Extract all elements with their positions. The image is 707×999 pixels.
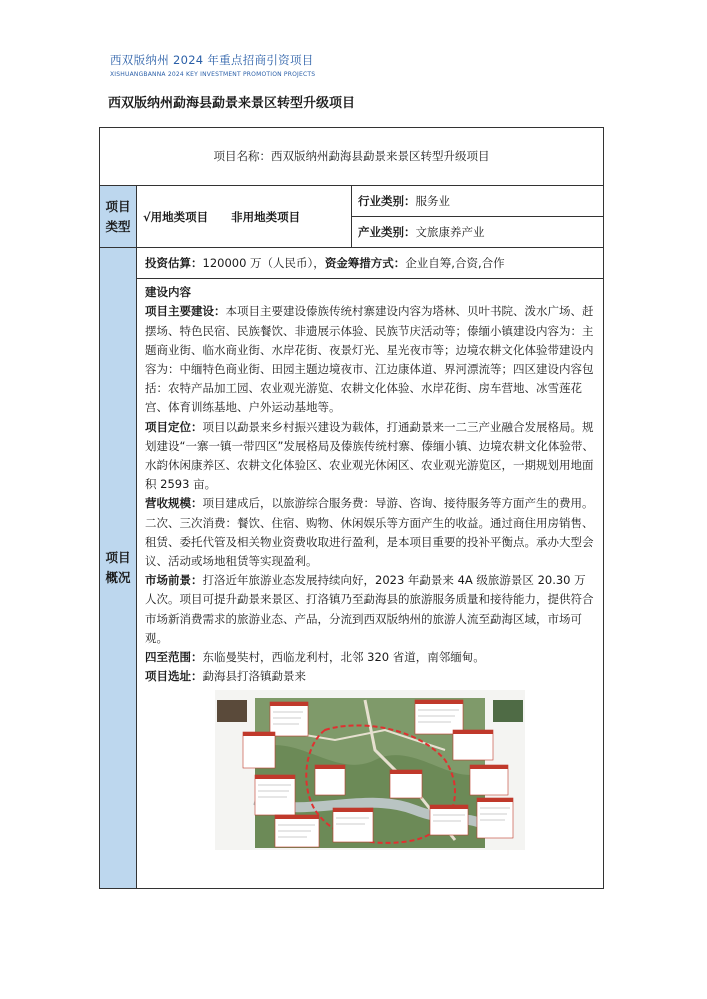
main-construction (145, 302, 595, 417)
overview-label-cell (100, 248, 137, 889)
land-use-options: √用地类项目 非用地类项目 (143, 209, 301, 224)
sector-cell (352, 217, 604, 248)
revenue (145, 494, 595, 571)
site-text: 勐海县打洛镇勐景来 (202, 669, 306, 684)
industry-cell (352, 186, 604, 217)
project-table (99, 127, 604, 889)
sector-value: 文旅康养产业 (415, 225, 485, 239)
boundary (145, 648, 595, 667)
boundary-text: 东临曼奘村，西临龙利村，北邻 320 省道，南邻缅甸。 (202, 650, 485, 665)
boundary-label: 四至范围： (145, 650, 203, 665)
investment-label: 投资估算： (145, 256, 203, 270)
site-plan-image (215, 690, 525, 850)
document-title: 西双版纳州勐海县勐景来景区转型升级项目 (108, 96, 356, 111)
position-text: 项目以勐景来乡村振兴建设为载体，打通勐景来一二三产业融合发展格局。规划建设“一寨一镇一带四区”发展格局及傣族传统村寨、傣缅小镇、边境农耕文化体验带、水韵休闲康养区、农耕文化体验区、农业观光休闲区、农业观光游览区，一期规划用地面积 2593 亩。 (145, 419, 594, 492)
sector-label: 产业类别： (358, 225, 416, 239)
site-label: 项目选址： (145, 669, 203, 684)
site (145, 667, 595, 686)
site-plan-map (215, 690, 525, 850)
investment-line (145, 254, 595, 273)
page-header (110, 52, 315, 78)
positioning (145, 418, 595, 495)
revenue-text: 项目建成后，以旅游综合服务费：导游、咨询、接待服务等方面产生的费用。二次、三次消费：餐饮、住宿、购物、休闲娱乐等方面产生的收益。通过商住用房销售、租赁、委托代管及相关物业资费收取进行盈利，是本项目重要的投补平衡点。承办大型会议、活动或场地租赁等实现盈利。 (145, 496, 594, 569)
market-text: 打洛近年旅游业态发展持续向好，2023 年勐景来 4A 级旅游景区 20.30 万人次。项目可提升勐景来景区、打洛镇乃至勐海县的旅游服务质量和接待能力，提供符合市场新消费需求的旅游业态、产品，分流到西双版纳州的旅游人流至勐海区域，市场可观。 (145, 573, 594, 645)
industry-value: 服务业 (415, 194, 450, 208)
industry-label: 行业类别： (358, 194, 416, 208)
land-use-cell (137, 186, 352, 248)
funding-value: 企业自筹,合资,合作 (405, 256, 505, 270)
project-name: 项目名称：西双版纳州勐海县勐景来景区转型升级项目 (213, 149, 490, 163)
header-title-cn: 西双版纳州 2024 年重点招商引资项目 (110, 53, 314, 67)
position-label: 项目定位： (145, 419, 203, 434)
market (145, 571, 595, 648)
funding-label: 资金筹措方式： (324, 256, 406, 270)
overview-content-cell (137, 248, 604, 889)
main-text: 本项目主要建设傣族传统村寨建设内容为塔林、贝叶书院、泼水广场、赶摆场、特色民宿、民族餐饮、非遗展示体验、民族节庆活动等；傣缅小镇建设内容为：主题商业街、临水商业街、水岸花街、夜景灯光、星光夜市等；边境农耕文化体验带建设内容为：中缅特色商业街、田园主题边境夜市、江边康体道、界河漂流等；四区建设内容包括：农特产品加工园、农业观光游览、农耕文化体验、水岸花街、房车营地、冰雪莲花宫、体育训练基地、户外运动基地等。 (145, 304, 594, 415)
project-name-cell (100, 128, 604, 186)
construction-heading: 建设内容 (145, 285, 191, 300)
type-label: 项目类型 (105, 198, 131, 234)
header-title-en: XISHUANGBANNA 2024 KEY INVESTMENT PROMOTION PROJECTS (110, 71, 316, 78)
overview-label: 项目概况 (105, 550, 131, 585)
investment-value: 120000 万（人民币）， (202, 256, 325, 270)
main-label: 项目主要建设： (145, 304, 226, 319)
type-label-cell (100, 186, 137, 248)
revenue-label: 营收规模： (145, 496, 203, 511)
market-label: 市场前景： (145, 573, 203, 588)
